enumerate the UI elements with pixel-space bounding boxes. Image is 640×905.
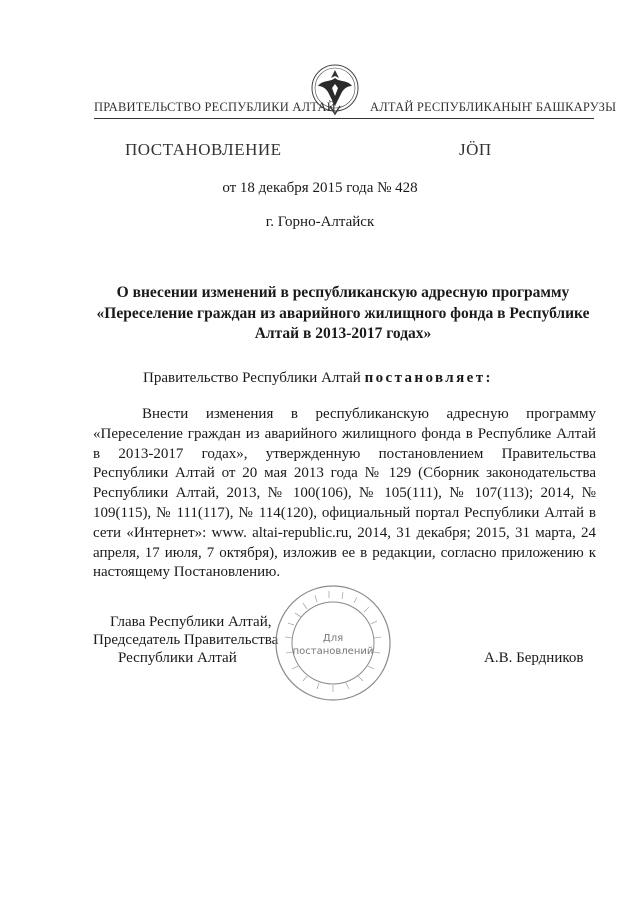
signature-position-line: Председатель Правительства (93, 632, 279, 648)
signature-position-line: Глава Республики Алтай, (110, 614, 272, 630)
header-left-text: ПРАВИТЕЛЬСТВО РЕСПУБЛИКИ АЛТАЙ (94, 100, 336, 114)
document-type-ru: ПОСТАНОВЛЕНИЕ (125, 140, 282, 159)
city: г. Горно-Алтайск (265, 214, 375, 230)
signatory-name: А.В. Бердников (484, 650, 584, 666)
header-divider (94, 118, 594, 119)
title-line: О внесении изменений в республиканскую адресную программу (116, 284, 570, 301)
official-stamp (273, 583, 393, 703)
document-type-alt: JӦП (459, 140, 492, 159)
body-paragraph (93, 405, 596, 583)
date-number: от 18 декабря 2015 года № 428 (222, 180, 418, 196)
preamble-text: Правительство Республики Алтай (143, 370, 361, 386)
body-text: Внести изменения в республиканскую адресную программу «Переселение граждан из аварийного жилищного фонда в Республике Алтай в 2013-2017 годах», утвержденную постановлением Правительства Республики Алтай от 20 мая 2013 года № 129 (Сборник законодательства Республики Алтай, 2013, № 100(106), № 105(111), № 107(113); 2014, № 109(115), № 111(117), № 114(120), официальный портал Республики Алтай в сети «Интернет»: www. altai-republic.ru, 2014, 31 декабря; 2015, 31 марта, 24 апреля, 17 июля, 7 октября), изложив ее в редакции, согласно приложению к настоящему Постановлению. (93, 406, 596, 581)
stamp-center-line: Для (322, 633, 344, 644)
title-line: «Переселение граждан из аварийного жилищного фонда в Республике (96, 304, 590, 322)
header-right-text: АЛТАЙ РЕСПУБЛИКАНЫҤ БАШКАРУЗЫ (370, 100, 617, 114)
signature-position-line: Республики Алтай (118, 650, 237, 666)
document-title (95, 283, 591, 345)
preamble (143, 370, 493, 387)
title-line: Алтай в 2013-2017 годах» (254, 325, 432, 342)
stamp-center-line: постановлений (292, 646, 374, 657)
preamble-verb: постановляет: (364, 370, 493, 386)
